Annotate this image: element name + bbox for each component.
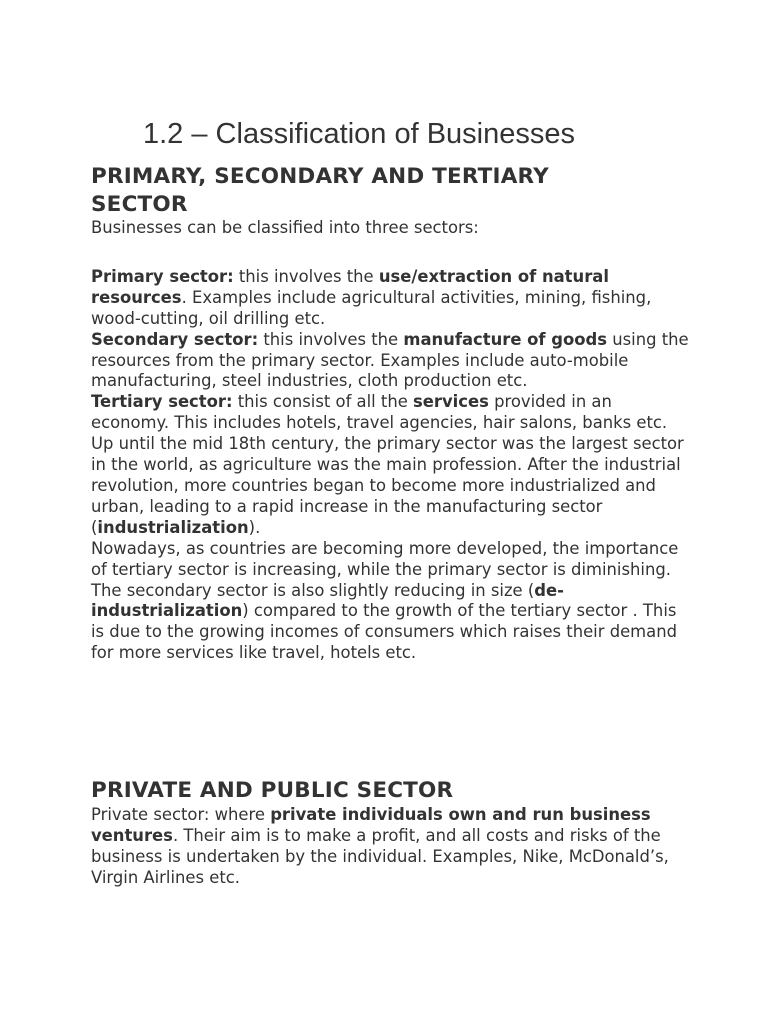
heading-line-2: SECTOR <box>91 192 188 217</box>
intro-paragraph: Businesses can be classified into three sectors: <box>91 218 479 237</box>
tertiary-text-2: provided in an economy. This includes hotels, travel agencies, hair salons, banks etc. <box>91 392 668 433</box>
tertiary-bold-term: services <box>413 392 489 412</box>
nowadays-bold-term: de-industrialization <box>91 580 564 621</box>
history-text-1: Up until the mid 18th century, the primary sector was the largest sector in the world, as agriculture was the main profession. After the industrial revolution, more countries began to become more industrialized and urban, leading to a rapid increase in the manufacturing sector ( <box>91 434 684 537</box>
spacer <box>91 239 691 267</box>
primary-bold-term: use/extraction of natural resources <box>91 266 609 307</box>
section-heading-private-public: PRIVATE AND PUBLIC SECTOR <box>91 778 454 803</box>
secondary-text-2: using the resources from the primary sector. Examples include auto-mobile manufacturing, steel industries, cloth production etc. <box>91 329 689 391</box>
private-text-2: . Their aim is to make a profit, and all costs and risks of the business is undertaken by the individual. Examples, Nike, McDonald’s, Virgin Airlines etc. <box>91 825 669 887</box>
section-sectors <box>91 163 691 664</box>
section-heading-sectors <box>91 163 691 219</box>
history-bold-term: industrialization <box>97 517 249 537</box>
private-text-1: Private sector: where <box>91 805 271 824</box>
tertiary-sector-paragraph <box>91 392 691 434</box>
tertiary-text-1: this consist of all the <box>232 392 414 412</box>
tertiary-sector-label: Tertiary sector: <box>91 392 233 412</box>
nowadays-text-2: ) compared to the growth of the tertiary sector . This is due to the growing incomes of consumers which raises their demand for more services like travel, hotels etc. <box>91 601 677 663</box>
history-text-2: ). <box>248 517 261 537</box>
heading-line-1: PRIMARY, SECONDARY AND TERTIARY <box>91 164 549 189</box>
primary-text-2: . Examples include agricultural activities, mining, fishing, wood-cutting, oil drilling etc. <box>91 287 652 328</box>
secondary-bold-term: manufacture of goods <box>403 329 607 349</box>
primary-text-1: this involves the <box>233 266 379 286</box>
primary-sector-label: Primary sector: <box>91 266 234 286</box>
secondary-text-1: this involves the <box>258 329 404 349</box>
nowadays-paragraph <box>91 539 691 664</box>
secondary-sector-paragraph <box>91 330 691 393</box>
private-bold-term: private individuals own and run business ventures <box>91 805 651 845</box>
section-private-public <box>91 777 691 889</box>
private-sector-paragraph <box>91 805 691 889</box>
history-paragraph <box>91 434 691 539</box>
secondary-sector-label: Secondary sector: <box>91 329 259 349</box>
page-title: 1.2 – Classification of Businesses <box>143 118 575 150</box>
nowadays-text-1: Nowadays, as countries are becoming more developed, the importance of tertiary sector is increasing, while the primary sector is diminishing. The secondary sector is also slightly reducing in size ( <box>91 538 679 600</box>
primary-sector-paragraph <box>91 267 691 330</box>
